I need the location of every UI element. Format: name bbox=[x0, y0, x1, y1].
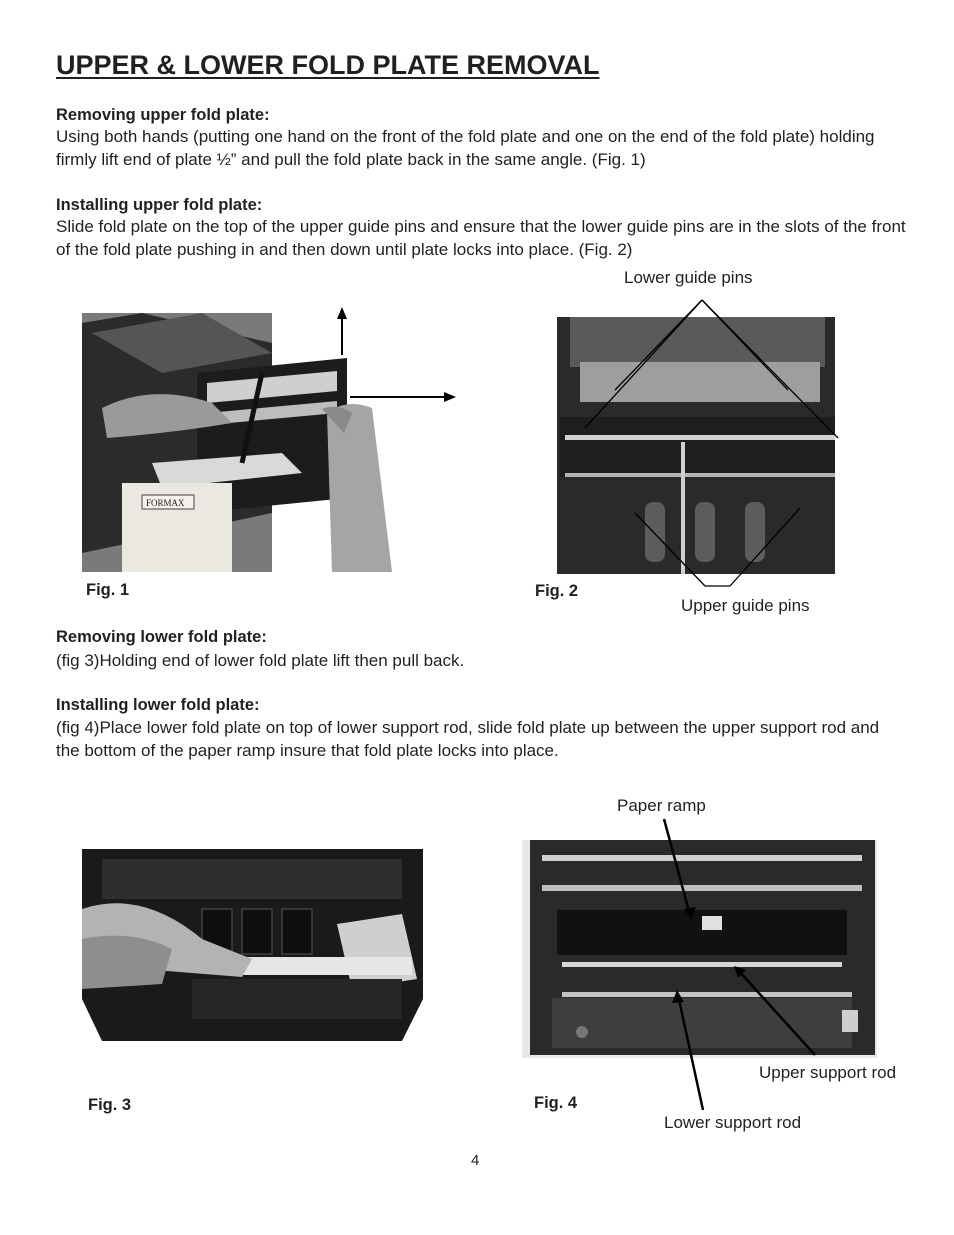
figure-2-caption: Fig. 2 bbox=[535, 582, 579, 600]
section-text-install-upper: Slide fold plate on the top of the upper guide pins and ensure that the lower guide pins are in the slots of the front of the fold plate pushing in and then down until plate locks into place. (Fig. 2) bbox=[56, 217, 906, 259]
figure-1-caption: Fig. 1 bbox=[86, 581, 130, 599]
section-text-remove-lower: (fig 3)Holding end of lower fold plate lift then pull back. bbox=[56, 651, 465, 670]
figure-4-caption: Fig. 4 bbox=[534, 1094, 578, 1112]
figure-3-photo bbox=[82, 849, 423, 1041]
section-heading-remove-lower: Removing lower fold plate: bbox=[56, 628, 267, 646]
label-lower-guide-pins: Lower guide pins bbox=[624, 268, 753, 287]
label-upper-support-rod: Upper support rod bbox=[759, 1063, 897, 1082]
label-paper-ramp: Paper ramp bbox=[617, 796, 706, 815]
formax-logo-text: FORMAX bbox=[146, 498, 185, 508]
figure-3-caption: Fig. 3 bbox=[88, 1096, 132, 1114]
fig1-direction-arrows bbox=[330, 305, 460, 405]
label-upper-guide-pins: Upper guide pins bbox=[681, 596, 810, 615]
section-heading-install-upper: Installing upper fold plate: bbox=[56, 196, 263, 214]
section-heading-remove-upper: Removing upper fold plate: bbox=[56, 106, 270, 124]
page-title: UPPER & LOWER FOLD PLATE REMOVAL bbox=[56, 50, 600, 80]
page-number: 4 bbox=[471, 1152, 480, 1169]
section-heading-install-lower: Installing lower fold plate: bbox=[56, 696, 260, 714]
fig2-annotation-lines bbox=[560, 298, 860, 598]
label-lower-support-rod: Lower support rod bbox=[664, 1113, 802, 1132]
section-text-install-lower: (fig 4)Place lower fold plate on top of lower support rod, slide fold plate up between the upper support rod and the bottom of the paper ramp insure that fold plate locks into place. bbox=[56, 718, 880, 760]
section-text-remove-upper: Using both hands (putting one hand on the front of the fold plate and one on the end of the fold plate) holding firmly lift end of plate ½” and pull the fold plate back in the same angle. (Fig. 1) bbox=[56, 127, 875, 169]
